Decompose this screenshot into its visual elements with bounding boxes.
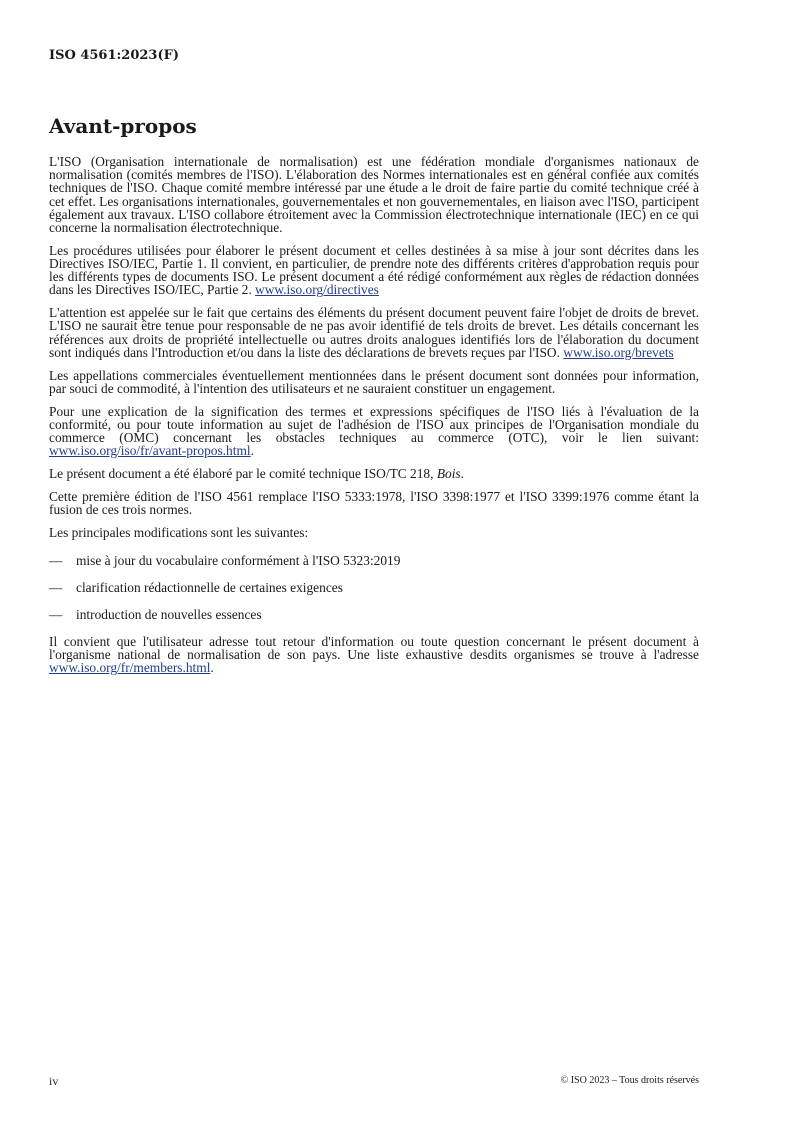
members-link[interactable]: www.iso.org/fr/members.html — [49, 660, 211, 676]
paragraph-edition: Cette première édition de l'ISO 4561 remplace l'ISO 5333:1978, l'ISO 3398:1977 et l'ISO 3399:1976 comme étant la fusion de ces trois normes. — [49, 488, 699, 518]
list-dash: — — [49, 607, 63, 623]
committee-name: Bois — [436, 466, 461, 482]
paragraph-procedures — [49, 244, 699, 297]
paragraph-patents-text: L'attention est appelée sur le fait que certains des éléments du présent document peuvent faire l'objet de droits de brevet. L'ISO ne saurait être tenue pour responsable de ne pas avoir identifié de tels droits de brevet. Les détails concernant les références aux droits de propriété intellectuelle ou autres droits analogues identifiés lors de l'élaboration du document sont indiqués dans l'Introduction et/ou dans la liste des déclarations de brevets reçues par l'ISO. — [49, 305, 699, 360]
list-item-text: mise à jour du vocabulaire conformément à l'ISO 5323:2019 — [76, 553, 401, 569]
foreword-body — [49, 155, 699, 684]
paragraph-procedures-text: Les procédures utilisées pour élaborer le présent document et celles destinées à sa mise à jour sont décrites dans les Directives ISO/IEC, Partie 1. Il convient, en particulier, de prendre note des différents critères d'approbation requis pour les différents types de documents ISO. Le présent document a été rédigé conformément aux règles de rédaction données dans les Directives ISO/IEC, Partie 2. — [49, 242, 699, 298]
paragraph-feedback-text: Il convient que l'utilisateur adresse tout retour d'information ou toute question concernant le présent document à l'organisme national de normalisation de son pays. Une liste exhaustive desdits organismes se trouve à l'adresse — [49, 634, 699, 663]
paragraph-iso-intro: L'ISO (Organisation internationale de normalisation) est une fédération mondiale d'organismes nationaux de normalisation (comités membres de l'ISO). L'élaboration des Normes internationales est en général confiée aux comités techniques de l'ISO. Chaque comité membre intéressé par une étude a le droit de faire partie du comité technique créé à cet effet. Les organisations internationales, gouvernementales et non gouvernementales, en liaison avec l'ISO, participent également aux travaux. L'ISO collabore étroitement avec la Commission électrotechnique internationale (IEC) en ce qui concerne la normalisation électrotechnique. — [49, 154, 699, 236]
document-id: ISO 4561:2023(F) — [49, 48, 180, 63]
paragraph-conformity — [49, 405, 699, 458]
paragraph-changes-intro: Les principales modifications sont les suivantes: — [49, 524, 309, 540]
paragraph-feedback-end: . — [210, 660, 214, 676]
paragraph-committee — [49, 467, 699, 480]
page-number: iv — [49, 1074, 59, 1088]
paragraph-conformity-text: Pour une explication de la signification des termes et expressions spécifiques de l'ISO liés à l'évaluation de la conformité, ou pour toute information au sujet de l'adhésion de l'ISO aux principes de l'Organisation mondiale du commerce (OMC) concernant les obstacles techniques au commerce (OTC), voir le lien suivant: — [49, 403, 699, 446]
list-item — [49, 581, 699, 594]
list-item — [49, 554, 699, 567]
list-item-text: clarification rédactionnelle de certaines exigences — [76, 580, 343, 596]
paragraph-conformity-end: . — [250, 443, 254, 459]
list-dash: — — [49, 580, 63, 596]
copyright-notice: © ISO 2023 – Tous droits réservés — [560, 1075, 699, 1086]
paragraph-committee-text: Le présent document a été élaboré par le comité technique ISO/TC 218, — [49, 466, 434, 482]
list-dash: — — [49, 553, 63, 569]
page-title: Avant-propos — [49, 114, 197, 138]
paragraph-feedback — [49, 635, 699, 675]
paragraph-trade-names: Les appellations commerciales éventuellement mentionnées dans le présent document sont données pour information, par souci de commodité, à l'intention des utilisateurs et ne sauraient constituer un engagement. — [49, 367, 699, 396]
directives-link[interactable]: www.iso.org/directives — [255, 282, 379, 298]
patents-link[interactable]: www.iso.org/brevets — [563, 344, 674, 360]
list-item — [49, 608, 699, 621]
paragraph-committee-end: . — [460, 466, 464, 482]
paragraph-patents — [49, 306, 699, 359]
list-item-text: introduction de nouvelles essences — [76, 607, 262, 623]
foreword-info-link[interactable]: www.iso.org/iso/fr/avant-propos.html — [49, 443, 251, 459]
